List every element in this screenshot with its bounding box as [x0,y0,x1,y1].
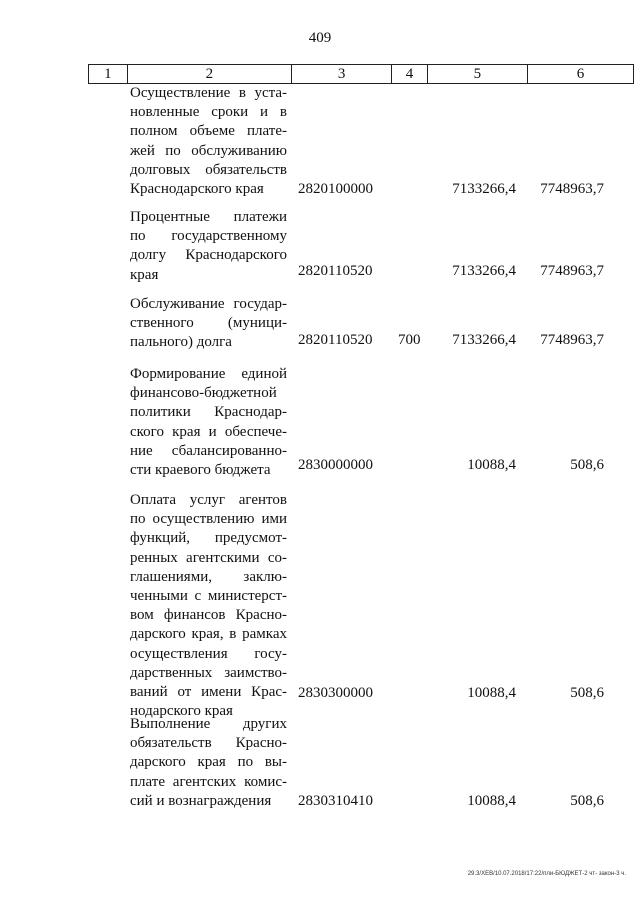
desc-line: пального) долга [130,334,232,351]
target-code: 2830310410 [298,793,373,809]
value-col6: 508,6 [570,793,604,809]
page-number: 409 [308,30,332,46]
desc-line: ченными с министерст- [130,588,287,605]
value-col5: 10088,4 [467,793,516,809]
header-col-4: 4 [392,65,428,83]
desc-line: функций, предусмот- [130,530,287,547]
desc-line: дарственных заимство- [130,664,287,681]
footer-stamp: 29.3/ХЕВ/10.07.2018/17:22/пли-БЮДЖЕТ-2 чт- закон-3 ч. [467,871,626,877]
desc-line: ского края и обеспече- [130,423,287,440]
value-col6: 508,6 [570,685,604,701]
value-col5: 10088,4 [467,457,516,473]
desc-line: ние сбалансированно- [130,442,287,459]
header-col-1: 1 [89,65,128,83]
desc-line: Формирование единой [130,366,287,382]
desc-line: по осуществлению ими [130,511,287,528]
value-col5: 7133266,4 [452,263,516,279]
desc-line: политики Краснодар- [130,404,287,421]
row-description [130,491,287,721]
desc-line: долгу Краснодарского [130,247,287,264]
desc-line: плате агентских комис- [130,773,287,790]
desc-line: ваний от имени Крас- [130,684,287,701]
value-col6: 7748963,7 [540,263,604,279]
desc-line: Краснодарского края [130,181,264,198]
value-col6: 508,6 [570,457,604,473]
row-description [130,208,287,285]
desc-line: Процентные платежи [130,209,287,225]
desc-line: вом финансов Красно- [130,607,287,624]
value-col5: 7133266,4 [452,332,516,348]
desc-line: по государственному [130,228,287,245]
desc-line: края [130,266,159,283]
desc-line: Оплата услуг агентов [130,492,287,508]
row-description [130,84,287,199]
target-code: 2830300000 [298,685,373,701]
desc-line: новленные сроки и в [130,104,287,121]
desc-line: сий и вознаграждения [130,792,272,809]
desc-line: дарского края по вы- [130,754,287,771]
value-col5: 7133266,4 [452,181,516,197]
value-col5: 10088,4 [467,685,516,701]
desc-line: Осуществление в уста- [130,85,287,101]
desc-line: ренных агентскими со- [130,549,287,566]
desc-line: полном объеме плате- [130,123,287,140]
target-code: 2820110520 [298,263,373,279]
target-code: 2830000000 [298,457,373,473]
header-col-5: 5 [428,65,528,83]
header-col-2: 2 [128,65,292,83]
desc-line: Обслуживание государ- [130,296,287,312]
desc-line: ственного (муници- [130,315,287,332]
desc-line: глашениями, заклю- [130,568,287,585]
row-description [130,715,287,811]
expense-type: 700 [398,332,421,348]
row-description [130,365,287,480]
header-col-6: 6 [576,66,585,82]
target-code: 2820100000 [298,181,373,197]
desc-line: долговых обязательств [130,161,287,178]
desc-line: финансово-бюджетной [130,385,277,402]
value-col6: 7748963,7 [540,332,604,348]
desc-line: дарского края, в рамках [130,626,287,643]
desc-line: нодарского края [130,703,233,720]
desc-line: сти краевого бюджета [130,462,271,479]
desc-line: обязательств Красно- [130,735,287,752]
desc-line: жей по обслуживанию [130,142,287,159]
header-col-3: 3 [292,65,392,83]
desc-line: Выполнение других [130,716,287,732]
target-code: 2820110520 [298,332,373,348]
column-number-header [88,64,634,84]
desc-line: осуществления госу- [130,645,287,662]
value-col6: 7748963,7 [540,181,604,197]
row-description [130,295,287,353]
